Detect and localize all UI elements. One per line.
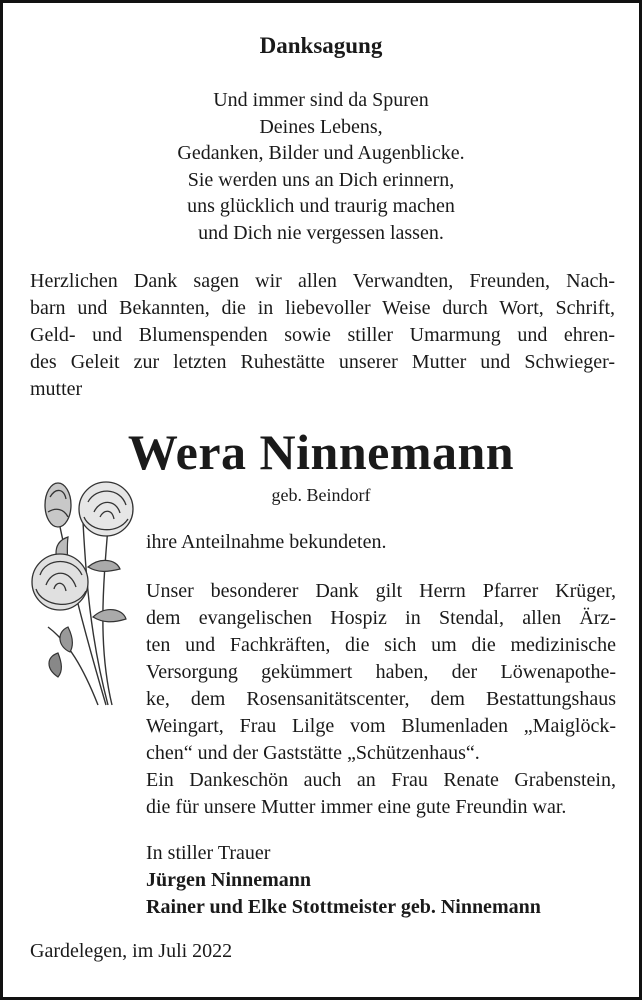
poem-line: Gedanken, Bilder und Augenblicke. (177, 142, 465, 164)
intro-line: Herzlichen Dank sagen wir allen Verwandten, Freunden, Nach- (30, 270, 615, 292)
intro-paragraph (30, 268, 615, 403)
thanks-line: ke, dem Rosensanitätscenter, dem Bestattungshaus (146, 688, 616, 710)
poem-line: uns glücklich und traurig machen (187, 195, 455, 217)
mourner-name: Rainer und Elke Stottmeister geb. Ninnemann (146, 896, 541, 918)
thanks-line: Weingart, Frau Lilge vom Blumenladen „Maiglöck- (146, 715, 616, 737)
thanks-line: ten und Fachkräften, die sich um die medizinische (146, 634, 616, 656)
signature-block (146, 840, 616, 921)
condolence-text: ihre Anteilnahme bekundeten. (146, 531, 387, 553)
poem-line: Deines Lebens, (259, 115, 383, 138)
poem (3, 87, 639, 246)
intro-line: Geld- und Blumenspenden sowie stiller Umarmung und ehren- (30, 324, 615, 346)
thanks-line: Ein Dankeschön auch an Frau Renate Grabenstein, (146, 769, 616, 791)
page-title: Danksagung (259, 33, 383, 58)
intro-line: barn und Bekannten, die in liebevoller Weise durch Wort, Schrift, (30, 297, 615, 319)
mourning-label: In stiller Trauer (146, 842, 271, 864)
mourner-name: Jürgen Ninnemann (146, 869, 312, 891)
thanks-paragraph (146, 578, 616, 821)
deceased-name: Wera Ninnemann (127, 424, 515, 480)
roses-illustration (28, 477, 138, 717)
intro-line: mutter (30, 378, 83, 400)
thanks-line: die für unsere Mutter immer eine gute Freundin war. (146, 796, 567, 818)
birth-name: geb. Beindorf (271, 485, 371, 505)
thanks-line: Versorgung gekümmert haben, der Löwenapothe- (146, 661, 616, 683)
thanks-line: Unser besonderer Dank gilt Herrn Pfarrer Krüger, (146, 580, 616, 602)
poem-line: und Dich nie vergessen lassen. (198, 221, 444, 244)
thanks-line: dem evangelischen Hospiz in Stendal, allen Ärz- (146, 607, 616, 629)
place-date: Gardelegen, im Juli 2022 (30, 940, 233, 962)
poem-line: Und immer sind da Spuren (213, 89, 429, 111)
condolence-line (146, 529, 616, 556)
poem-line: Sie werden uns an Dich erinnern, (187, 168, 455, 191)
intro-line: des Geleit zur letzten Ruhestätte unserer Mutter und Schwieger- (30, 351, 615, 373)
thanks-line: chen“ und der Gaststätte „Schützenhaus“. (146, 742, 480, 764)
